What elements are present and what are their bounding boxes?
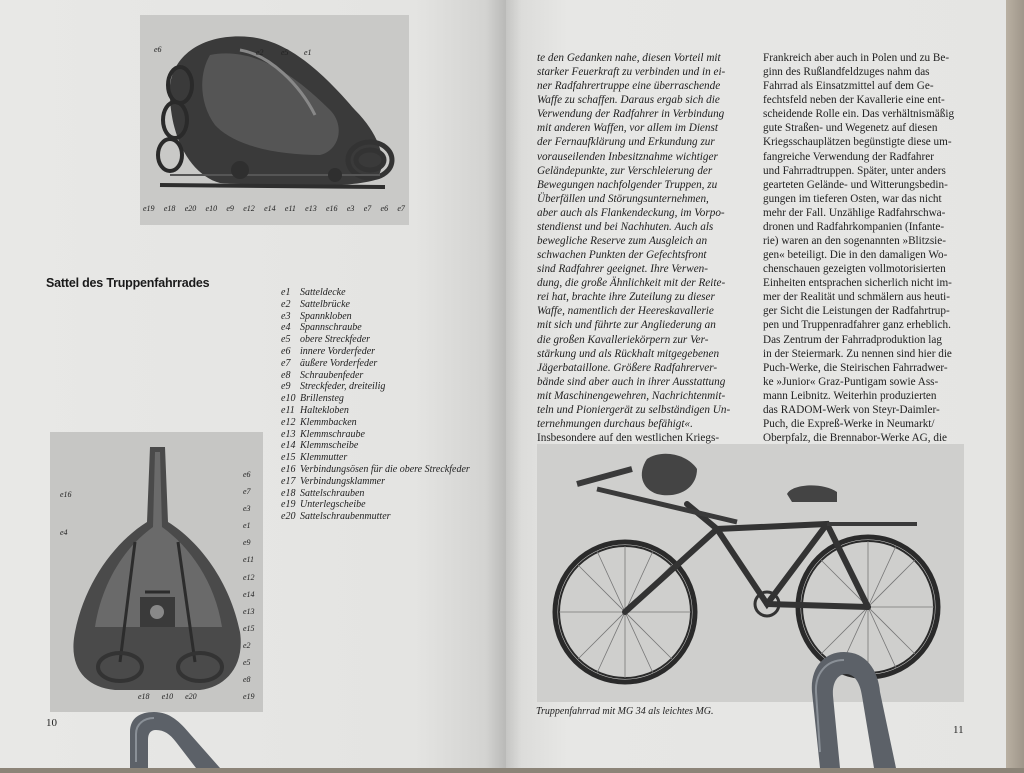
figure-label: e18 (163, 204, 176, 213)
legend-text: Klemmbacken (300, 416, 357, 428)
figure-label: e14 (243, 589, 255, 599)
parts-legend (281, 287, 501, 523)
legend-code: e10 (281, 393, 296, 405)
text-line: gute Straßen- und Wegenetz auf diesen (763, 122, 938, 135)
legend-text: Streckfeder, dreiteilig (300, 381, 386, 393)
figure-label: e20 (184, 204, 197, 213)
text-line: Puch-Werke, die Steirischen Fahrradwer- (763, 361, 948, 374)
text-line: dung, die große Ähnlichkeit mit der Reite- (537, 277, 726, 290)
legend-code: e6 (281, 345, 291, 357)
text-line: stärkung und als Rückhalt mitgegebenen (537, 347, 720, 360)
figure-label: e6 (380, 204, 389, 213)
figure-label: e13 (243, 606, 255, 616)
page-number-right: 11 (953, 724, 964, 736)
legend-row (281, 452, 501, 464)
legend-text: Sattelbrücke (300, 298, 350, 310)
text-line: fechtsfeld neben der Kavallerie eine ent- (763, 94, 945, 107)
figure-label: e5 (281, 48, 289, 57)
text-line: Waffe, namentlich der Heereskavallerie (537, 305, 714, 318)
text-line: Bewegungen nachfolgender Truppen, zu (537, 178, 718, 191)
legend-row (281, 405, 501, 417)
figure-label: e2 (256, 48, 264, 57)
legend-row (281, 334, 501, 346)
figure-label: e20 (185, 692, 197, 701)
legend-text: innere Vorderfeder (300, 345, 376, 357)
figure-label: e1 (304, 48, 312, 57)
figure-heading: Sattel des Truppenfahrrades (46, 276, 210, 290)
figure-label: e1 (243, 521, 251, 531)
figure2-labels-right (243, 466, 255, 705)
legend-text: äußere Vorderfeder (300, 357, 378, 369)
book-page-holder-icon (806, 652, 902, 768)
figure2-labels-left (60, 476, 72, 552)
text-line: Überfällen und Störungsunternehmen, (537, 192, 709, 205)
legend-text: Sattelschrauben (300, 487, 365, 499)
legend-code: e14 (281, 440, 296, 452)
legend-row (281, 464, 501, 476)
text-line: das RADOM-Werk von Steyr-Daimler- (763, 403, 940, 416)
text-line: rei hat, brachte ihre Zuteilung zu dieser (537, 291, 715, 304)
figure-label: e4 (60, 528, 68, 537)
text-line: ginn des Rußlandfeldzuges nahm das (763, 66, 930, 79)
text-column-left (537, 51, 753, 459)
text-line: gearteten Gelände- und Witterungsbedin- (763, 178, 948, 191)
text-line: mit sich und führte zur Angliederung an (537, 319, 716, 332)
legend-code: e13 (281, 428, 296, 440)
figure-label: e15 (243, 623, 255, 633)
figure-label: e7 (243, 487, 251, 497)
book-holder-clip-left (130, 712, 220, 773)
legend-text: obere Streckfeder (300, 334, 371, 346)
text-line: chenschauen gezeigten vollmotorisierten (763, 263, 946, 276)
legend-row (281, 417, 501, 429)
book-holder-clip-right (806, 652, 902, 773)
legend-text: Sattelschraubenmutter (300, 511, 391, 523)
figure-label: e7 (397, 204, 405, 213)
legend-row (281, 381, 501, 393)
legend-row (281, 370, 501, 382)
legend-text: Satteldecke (300, 287, 346, 298)
legend-code: e18 (281, 487, 296, 499)
text-line: mehr der Fall. Unzählige Radfahrschwa- (763, 206, 946, 219)
legend-text: Verbindungsklammer (300, 475, 385, 487)
legend-code: e11 (281, 404, 295, 416)
legend-row (281, 488, 501, 500)
legend-code: e12 (281, 416, 296, 428)
legend-row (281, 499, 501, 511)
text-line: Verwendung der Radfahrer in Verbindung (537, 108, 725, 121)
legend-code: e7 (281, 357, 291, 369)
photo-caption: Truppenfahrrad mit MG 34 als leichtes MG. (536, 706, 714, 717)
text-line: Frankreich aber auch in Polen und zu Be- (763, 52, 950, 64)
legend-row (281, 511, 501, 523)
legend-code: e9 (281, 381, 291, 393)
figure-label: e6 (243, 470, 251, 479)
figure-label: e12 (243, 572, 255, 582)
text-line: mer der Realität und schmälern aus heuti- (763, 291, 951, 304)
text-line: ger Sicht die Leistungen der Radfahrtrup- (763, 305, 950, 318)
legend-text: Klemmscheibe (300, 440, 359, 452)
figure-label: e3 (243, 504, 251, 514)
text-line: die großen Kavalleriekörpern zur Ver- (537, 333, 709, 346)
figure-label: e12 (243, 204, 255, 213)
figure-label: e2 (243, 640, 251, 650)
figure-label: e9 (243, 538, 251, 548)
figure2-labels-bottom (138, 692, 197, 701)
text-line: ternehmungen durchaus befähigt«. (537, 418, 693, 431)
text-line: starker Feuerkraft zu verbinden und in ei- (537, 66, 726, 79)
text-line: Waffe zu schaffen. Daraus ergab sich die (537, 94, 720, 107)
text-line: Das Zentrum der Fahrradproduktion lag (763, 333, 942, 346)
figure-label: e16 (326, 204, 338, 213)
text-line: gen« beteiligt. Die in den damaligen Wo- (763, 249, 948, 262)
legend-row (281, 440, 501, 452)
figure-label: e8 (243, 675, 251, 685)
figure-label-group-bottom (143, 204, 405, 213)
text-line: in der Steiermark. Zu nennen sind hier die (763, 347, 952, 360)
legend-text: Unterlegscheibe (300, 499, 366, 511)
legend-text: Spannschraube (300, 322, 362, 334)
legend-text: Haltekloben (300, 404, 349, 416)
legend-code: e4 (281, 322, 291, 334)
legend-row (281, 476, 501, 488)
figure-label: e16 (60, 490, 72, 499)
text-line: pen und Truppenradfahrer ganz erheblich. (763, 319, 951, 332)
legend-text: Spannkloben (300, 310, 352, 322)
text-line: Puch, die Expreß-Werke in Neumarkt/ (763, 418, 935, 431)
figure-label: e9 (226, 204, 234, 213)
text-line: mit anderen Waffen, vor allem im Dienst (537, 122, 718, 135)
figure-label: e11 (284, 204, 296, 213)
text-line: ke »Junior« Graz-Puntigam sowie Ass- (763, 375, 939, 388)
text-line: schwachen Punkten der Gefechtsfront (537, 249, 707, 262)
legend-code: e1 (281, 287, 291, 298)
tablecloth-edge (1006, 0, 1024, 768)
text-line: fangreiche Verwendung der Radfahrer (763, 150, 934, 163)
legend-code: e19 (281, 499, 296, 511)
text-line: bände sind aber auch in ihrer Ausstattung (537, 375, 726, 388)
page-number-left: 10 (46, 717, 57, 729)
figure-label: e18 (138, 692, 150, 701)
text-line: gungen im tieferen Osten, war das nicht (763, 192, 942, 205)
figure-label: e10 (161, 692, 174, 701)
legend-text: Schraubenfeder (300, 369, 364, 381)
legend-code: e16 (281, 463, 296, 475)
text-line: der Fernaufklärung und Erkundung zur (537, 136, 715, 149)
legend-code: e15 (281, 452, 296, 464)
text-line: Oberpfalz, die Brennabor-Werke AG, die (763, 432, 948, 445)
text-line: Kriegsschauplätzen begünstigte diese um- (763, 136, 952, 149)
left-page (0, 0, 506, 768)
text-line: dronen und Radfahrkompanien (Infante- (763, 220, 945, 233)
figure-label: e19 (143, 204, 155, 213)
legend-row (281, 322, 501, 334)
text-line: Jägerbataillone. Größere Radfahrerver- (537, 361, 718, 374)
legend-row (281, 429, 501, 441)
legend-text: Verbindungsösen für die obere Streckfeder (300, 463, 470, 475)
legend-code: e2 (281, 298, 291, 310)
legend-code: e8 (281, 369, 291, 381)
legend-row (281, 299, 501, 311)
text-line: teln und Pioniergerät zu selbständigen Un- (537, 403, 731, 416)
figure-label: e5 (243, 658, 251, 668)
legend-code: e17 (281, 475, 296, 487)
legend-code: e20 (281, 511, 296, 523)
figure-label: e10 (205, 204, 218, 213)
figure-label: e7 (363, 204, 372, 213)
text-line: ner Radfahrertruppe eine überraschende (537, 80, 721, 93)
text-line: bewegliche Reserve zum Ausgleich an (537, 235, 708, 248)
legend-row (281, 287, 501, 299)
text-line: und Fahrradtruppen. Später, unter anders (763, 164, 946, 177)
legend-code: e3 (281, 310, 291, 322)
text-line: stendienst und bei Nachhuten. Auch als (537, 220, 714, 233)
text-line: rie) waren an den sogenannten »Blitzsie- (763, 235, 946, 248)
text-line: te den Gedanken nahe, diesen Vorteil mit (537, 52, 721, 64)
legend-code: e5 (281, 334, 291, 346)
figure-label: e14 (264, 204, 276, 213)
text-line: Geländepunkte, zur Verschleierung der (537, 164, 713, 177)
text-line: mit Maschinengewehren, Nachrichtenmit- (537, 389, 726, 402)
text-line: aber auch als Flankendeckung, im Vorpo- (537, 206, 725, 219)
saddle-top-photo (50, 432, 263, 712)
legend-row (281, 311, 501, 323)
text-line: Fahrrad als Einsatzmittel auf dem Ge- (763, 80, 934, 93)
legend-text: Brillensteg (300, 393, 344, 405)
text-line: Einheiten entsprachen sicherlich nicht im- (763, 277, 952, 290)
text-line: sind Radfahrer geeignet. Ihre Verwen- (537, 263, 708, 276)
book-page-holder-icon (130, 712, 220, 768)
legend-row (281, 393, 501, 405)
figure-label-group-top (140, 41, 409, 57)
legend-row (281, 358, 501, 370)
figure-label: e3 (346, 204, 355, 213)
figure-label: e11 (243, 555, 254, 565)
text-line: Insbesondere auf den westlichen Kriegs- (537, 432, 720, 445)
legend-row (281, 346, 501, 358)
text-line: scheidende Rolle ein. Das verhältnismäßig (763, 108, 955, 121)
text-line: vorauseilenden Inbesitznahme wichtiger (537, 150, 718, 163)
saddle-side-photo (140, 15, 409, 225)
text-column-right (763, 51, 967, 459)
text-line: mann Leibnitz. Weiterhin produzierten (763, 389, 937, 402)
figure-label: e13 (305, 204, 317, 213)
legend-text: Klemmutter (300, 452, 348, 464)
figure-label: e19 (243, 692, 255, 702)
figure-label: e6 (154, 45, 162, 54)
legend-text: Klemmschraube (300, 428, 365, 440)
